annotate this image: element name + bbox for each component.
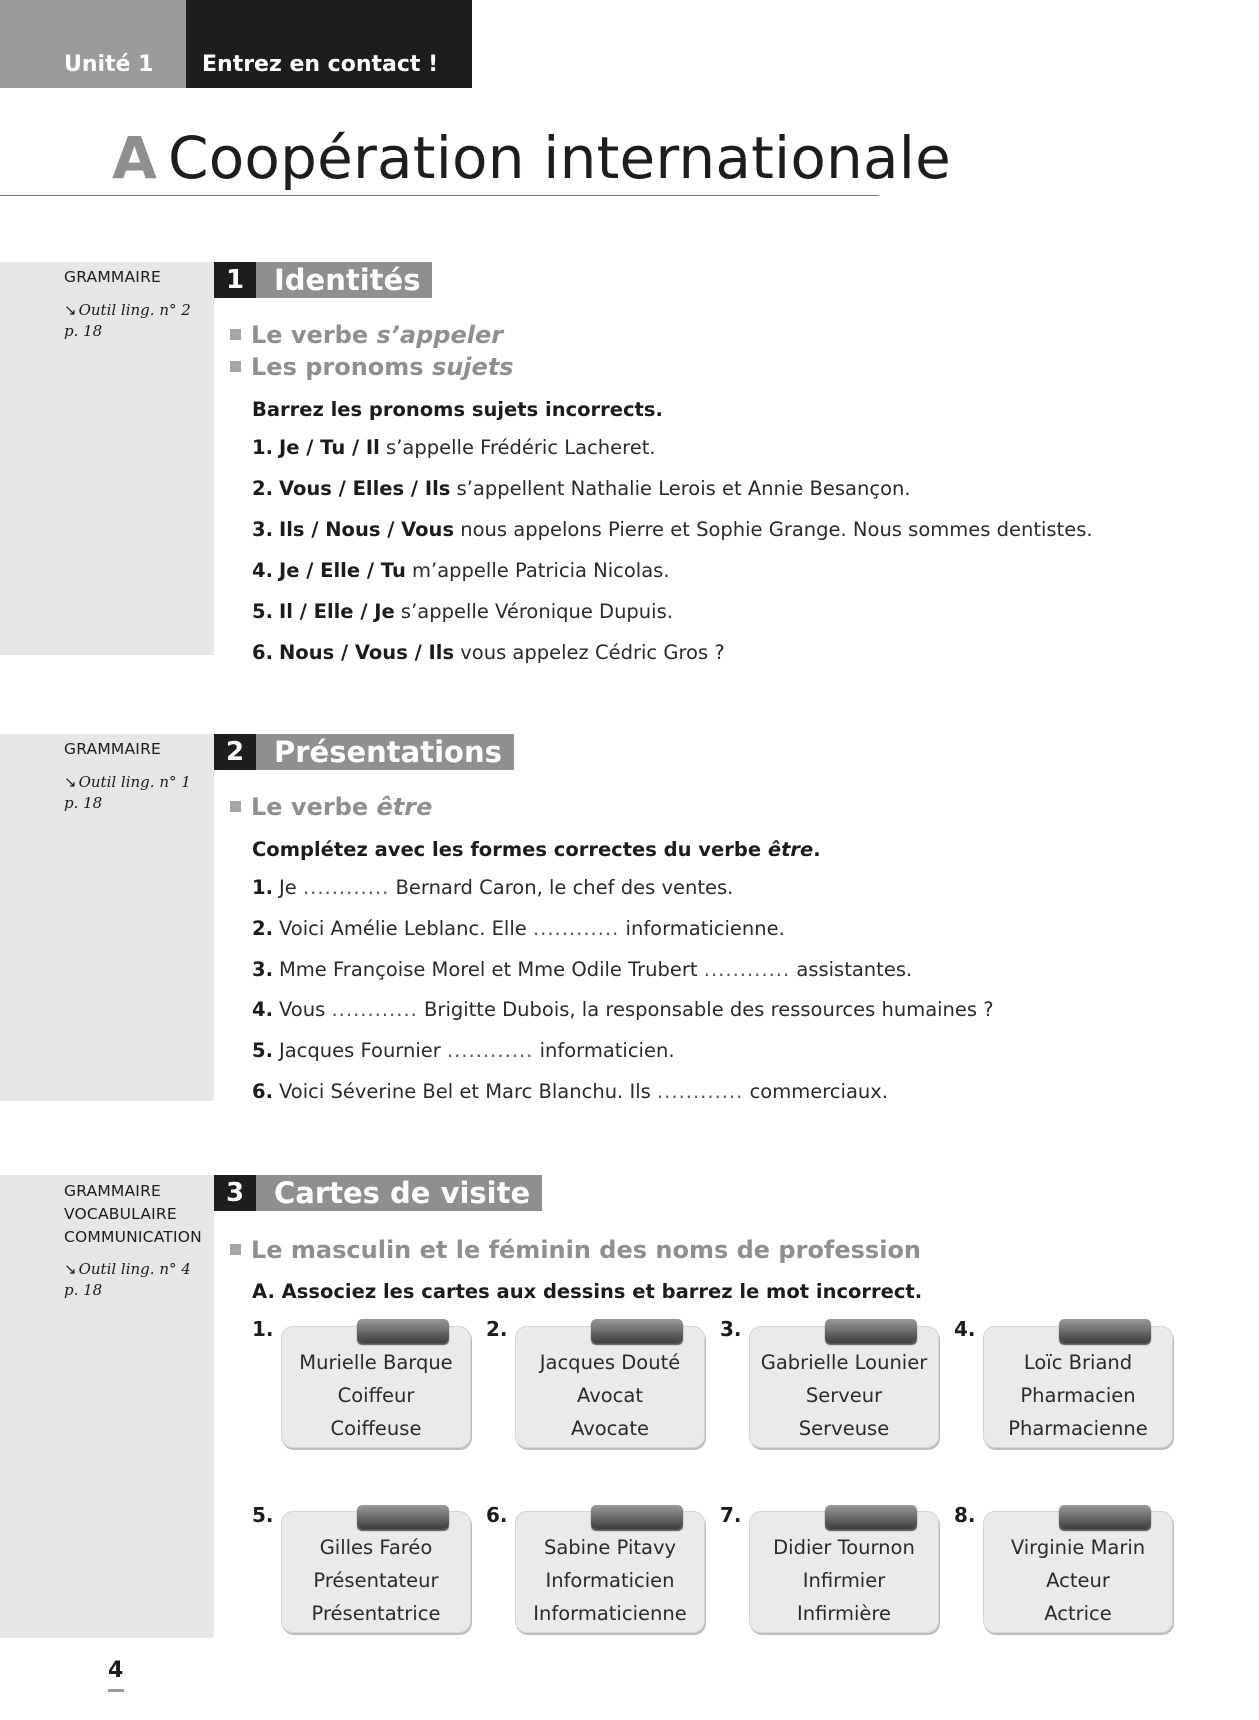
exercise-item: 2. Voici Amélie Leblanc. Elle ............ informaticienne. [252,917,785,940]
reference-text: Outil ling. n° 1 [78,773,191,791]
topic-bullet: Le verbe s’appeler [230,321,503,349]
theme-label: Entrez en contact ! [202,52,439,77]
exercise-item: 6. Nous / Vous / Ils vous appelez Cédric Gros ? [252,641,725,664]
section-tag: GRAMMAIRE [64,1182,162,1200]
exercise-item: 1. Je / Tu / Il s’appelle Frédéric Lacheret. [252,436,656,459]
arrow-down-right-icon: ↘ [64,773,77,791]
section-3-reference [64,1259,191,1301]
section-2-tags [64,738,161,761]
page-number-underline [108,1689,124,1692]
arrow-down-right-icon: ↘ [64,301,77,319]
business-card[interactable] [983,1326,1173,1448]
business-card[interactable] [515,1511,705,1633]
card-clip-icon [591,1505,683,1529]
card-profession-masculine[interactable]: Coiffeur [337,1384,415,1407]
card-name: Virginie Marin [1010,1536,1146,1559]
reference-text: Outil ling. n° 2 [78,301,191,319]
card-name: Gilles Faréo [319,1536,433,1559]
square-bullet-icon [230,329,241,340]
section-tag: GRAMMAIRE [64,268,162,286]
card-number: 2. [486,1317,508,1341]
card-profession-masculine[interactable]: Informaticien [545,1569,675,1592]
exercise-item: 3. Mme Françoise Morel et Mme Odile Trubert ............ assistantes. [252,958,913,981]
arrow-down-right-icon: ↘ [64,1260,77,1278]
card-name: Didier Tournon [773,1536,915,1559]
page-title-letter: A [112,124,157,192]
topic-bullet: Les pronoms sujets [230,353,514,381]
card-profession-feminine[interactable]: Pharmacienne [1008,1417,1148,1440]
section-tag: COMMUNICATION [64,1228,202,1246]
title-divider [0,195,879,196]
card-profession-feminine[interactable]: Avocate [571,1417,649,1440]
business-card[interactable] [749,1326,939,1448]
square-bullet-icon [230,361,241,372]
card-profession-feminine[interactable]: Informaticienne [533,1602,687,1625]
card-number: 8. [954,1503,976,1527]
exercise-number: 1 [214,262,256,298]
card-profession-masculine[interactable]: Avocat [577,1384,643,1407]
unit-label: Unité 1 [64,52,154,77]
reference-text: Outil ling. n° 4 [78,1260,191,1278]
exercise-title: Cartes de visite [256,1175,542,1211]
card-profession-masculine[interactable]: Serveur [805,1384,883,1407]
topic-bullet: Le masculin et le féminin des noms de profession [230,1236,921,1264]
card-clip-icon [1059,1505,1151,1529]
square-bullet-icon [230,1244,241,1255]
reference-page: p. 18 [64,794,103,812]
card-clip-icon [357,1319,449,1343]
square-bullet-icon [230,801,241,812]
card-number: 7. [720,1503,742,1527]
card-name: Loïc Briand [1023,1351,1133,1374]
card-clip-icon [357,1505,449,1529]
section-tag: GRAMMAIRE [64,740,162,758]
exercise-title: Identités [256,262,432,298]
section-1-tags [64,266,161,289]
card-profession-masculine[interactable]: Présentateur [313,1569,439,1592]
exercise-item: 1. Je ............ Bernard Caron, le chef des ventes. [252,876,734,899]
page-title: Coopération internationale [168,124,951,192]
exercise-title: Présentations [256,734,514,770]
card-profession-feminine[interactable]: Actrice [1044,1602,1112,1625]
business-card[interactable] [983,1511,1173,1633]
card-clip-icon [825,1505,917,1529]
exercise-item: 5. Jacques Fournier ............ informaticien. [252,1039,675,1062]
section-tag: VOCABULAIRE [64,1205,177,1223]
section-1-reference [64,300,191,342]
card-profession-feminine[interactable]: Serveuse [798,1417,890,1440]
exercise-instruction: A. Associez les cartes aux dessins et barrez le mot incorrect. [252,1280,923,1303]
card-clip-icon [825,1319,917,1343]
card-profession-feminine[interactable]: Présentatrice [311,1602,441,1625]
card-profession-feminine[interactable]: Infirmière [796,1602,892,1625]
card-name: Murielle Barque [299,1351,453,1374]
section-3-tags [64,1180,202,1249]
card-number: 6. [486,1503,508,1527]
card-name: Jacques Douté [539,1351,681,1374]
card-number: 4. [954,1317,976,1341]
business-card[interactable] [281,1511,471,1633]
card-clip-icon [591,1319,683,1343]
exercise-number: 3 [214,1175,256,1211]
exercise-item: 3. Ils / Nous / Vous nous appelons Pierre et Sophie Grange. Nous sommes dentistes. [252,518,1093,541]
card-number: 3. [720,1317,742,1341]
card-profession-masculine[interactable]: Acteur [1046,1569,1110,1592]
card-profession-feminine[interactable]: Coiffeuse [330,1417,422,1440]
card-number: 5. [252,1503,274,1527]
section-2-reference [64,772,191,814]
page-number: 4 [108,1658,124,1683]
exercise-item: 6. Voici Séverine Bel et Marc Blanchu. Ils ............ commerciaux. [252,1080,888,1103]
exercise-instruction: Complétez avec les formes correctes du verbe être. [252,838,821,861]
business-card[interactable] [515,1326,705,1448]
card-number: 1. [252,1317,274,1341]
card-name: Sabine Pitavy [543,1536,677,1559]
card-profession-masculine[interactable]: Pharmacien [1020,1384,1136,1407]
exercise-item: 4. Je / Elle / Tu m’appelle Patricia Nicolas. [252,559,670,582]
business-card[interactable] [281,1326,471,1448]
exercise-number: 2 [214,734,256,770]
exercise-instruction: Barrez les pronoms sujets incorrects. [252,398,663,421]
card-name: Gabrielle Lounier [760,1351,928,1374]
card-profession-masculine[interactable]: Infirmier [802,1569,886,1592]
exercise-item: 2. Vous / Elles / Ils s’appellent Nathalie Lerois et Annie Besançon. [252,477,911,500]
exercise-item: 5. Il / Elle / Je s’appelle Véronique Dupuis. [252,600,673,623]
reference-page: p. 18 [64,1281,103,1299]
exercise-item: 4. Vous ............ Brigitte Dubois, la responsable des ressources humaines ? [252,998,994,1021]
business-card[interactable] [749,1511,939,1633]
card-clip-icon [1059,1319,1151,1343]
reference-page: p. 18 [64,322,103,340]
topic-bullet: Le verbe être [230,793,432,821]
